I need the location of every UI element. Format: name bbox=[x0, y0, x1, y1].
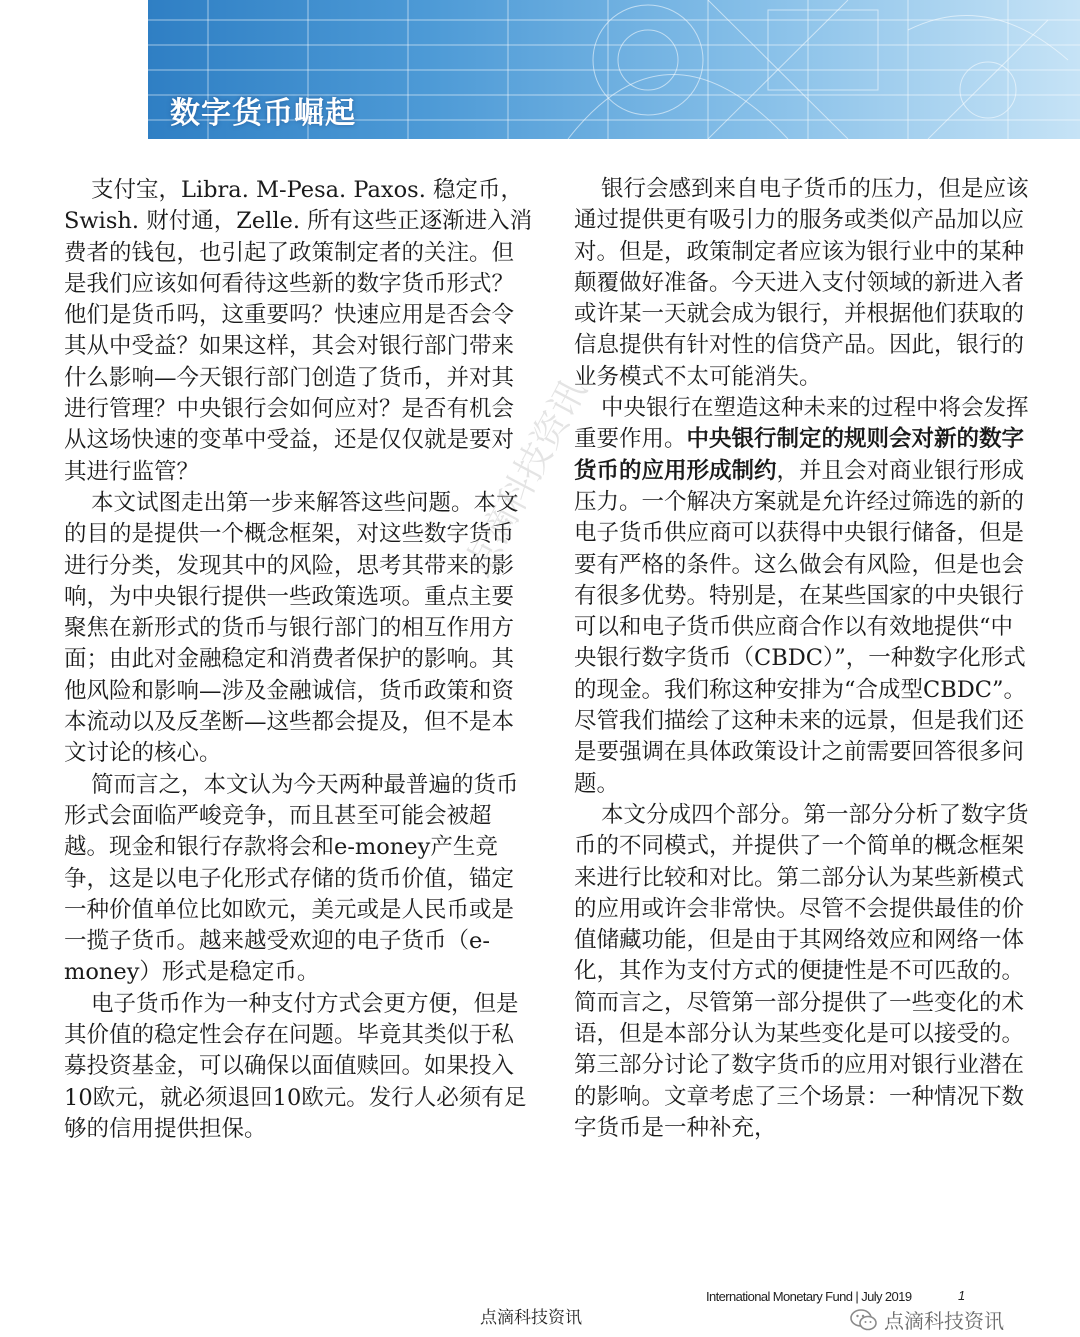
header-banner bbox=[148, 0, 1080, 139]
paragraph: 电子货币作为一种支付方式会更方便，但是其价值的稳定性会存在问题。毕竟其类似于私募投资基金，可以确保以面值赎回。如果投入10欧元，就必须退回10欧元。发行人必须有足够的信用提供担保。 bbox=[64, 990, 527, 1142]
wechat-icon bbox=[850, 1308, 878, 1332]
footer-source: International Monetary Fund | July 2019 bbox=[706, 1289, 912, 1304]
paragraph bbox=[574, 393, 1034, 800]
watermark: 点滴科技资讯 bbox=[457, 373, 595, 584]
paragraph-lead: 中央银行在塑造这种未来的过程中将会发挥重要作用。 bbox=[574, 395, 1029, 453]
paragraph-rest: ，并且会对商业银行形成压力。一个解决方案就是允许经过筛选的新的电子货币供应商可以获得中央银行储备，但是要有严格的条件。这么做会有风险，但是也会有很多优势。特别是，在某些国家的中央银行可以和电子货币供应商合作以有效地提供“中央银行数字货币（CBDC）”，一种数字化形式的现金。我们称这种安排为“合成型CBDC”。尽管我们描绘了这种未来的远景，但是我们还是要强调在具体政策设计之前需要回答很多问题。 bbox=[574, 457, 1027, 797]
paragraph: 本文分成四个部分。第一部分分析了数字货币的不同模式，并提供了一个简单的概念框架来进行比较和对比。第二部分认为某些新模式的应用或许会非常快。尽管不会提供最佳的价值储藏功能，但是由于其网络效应和网络一体化，其作为支付方式的便捷性是不可匹敌的。简而言之，尽管第一部分提供了一些变化的术语，但是本部分认为某些变化是可以接受的。第三部分讨论了数字货币的应用对银行业潜在的影响。文章考虑了三个场景：一种情况下数字货币是一种补充， bbox=[574, 801, 1029, 1141]
wechat-label: 点滴科技资讯 bbox=[884, 1309, 1004, 1333]
footer-credit: 点滴科技资讯 bbox=[480, 1308, 582, 1328]
paragraph: 本文试图走出第一步来解答这些问题。本文的目的是提供一个概念框架，对这些数字货币进行分类，发现其中的风险，思考其带来的影响，为中央银行提供一些政策选项。重点主要聚焦在新形式的货币与银行部门的相互作用方面；由此对金融稳定和消费者保护的影响。其他风险和影响—涉及金融诚信，货币政策和资本流动以及反垄断—这些都会提及，但不是本文讨论的核心。 bbox=[64, 489, 519, 767]
right-column bbox=[574, 174, 1034, 1144]
page-title: 数字货币崛起 bbox=[170, 96, 356, 131]
left-column bbox=[64, 175, 536, 1145]
highlighted-sentence: 中央银行制定的规则会对新的数字货币的应用形成制约 bbox=[574, 426, 1025, 484]
page-number: 1 bbox=[958, 1288, 966, 1303]
paragraph: 银行会感到来自电子货币的压力，但是应该通过提供更有吸引力的服务或类似产品加以应对。但是，政策制定者应该为银行业中的某种颠覆做好准备。今天进入支付领域的新进入者或许某一天就会成为银行，并根据他们获取的信息提供有针对性的信贷产品。因此，银行的业务模式不太可能消失。 bbox=[574, 176, 1029, 390]
banner-margin bbox=[0, 0, 148, 139]
wechat-account-tag bbox=[850, 1305, 1004, 1334]
paragraph: 简而言之，本文认为今天两种最普遍的货币形式会面临严峻竞争，而且甚至可能会被超越。现金和银行存款将会和e-money产生竞争，这是以电子化形式存储的货币价值，锚定一种价值单位比如欧元，美元或是人民币或是一揽子货币。越来越受欢迎的电子货币（e-money）形式是稳定币。 bbox=[64, 771, 519, 986]
paragraph: 支付宝，Libra. M-Pesa. Paxos. 稳定币，Swish. 财付通，Zelle. 所有这些正逐渐进入消费者的钱包，也引起了政策制定者的关注。但是我们应该如何看待这些新的数字货币形式？他们是货币吗，这重要吗？快速应用是否会令其从中受益？如果这样，其会对银行部门带来什么影响—今天银行部门创造了货币，并对其进行管理？中央银行会如何应对？是否有机会从这场快速的变革中受益，还是仅仅就是要对其进行监管？ bbox=[64, 177, 533, 485]
